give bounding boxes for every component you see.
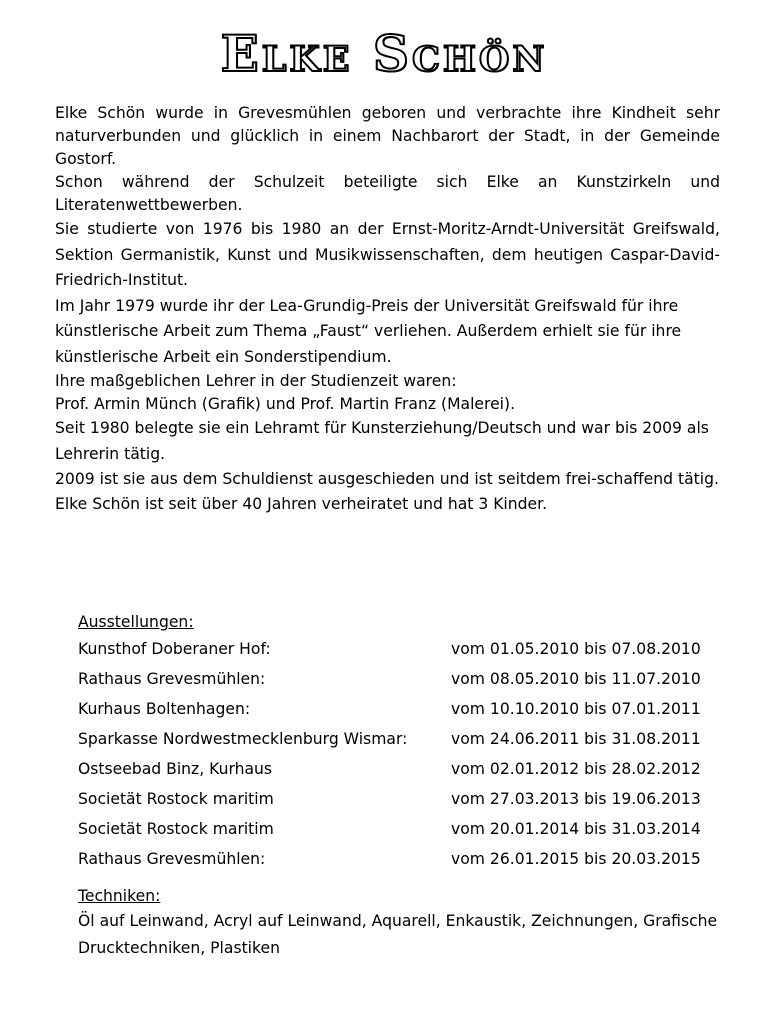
bio-paragraph: Schon während der Schulzeit beteiligte sich Elke an Kunstzirkeln und Literatenwettbewerben. (55, 173, 720, 214)
page-title: Elke Schön (220, 24, 548, 83)
bio-paragraph: 2009 ist sie aus dem Schuldienst ausgeschieden und ist seitdem frei-schaffend tätig. (55, 470, 719, 488)
exhibition-row (78, 754, 718, 784)
biography (55, 102, 720, 516)
exhibition-row (78, 664, 718, 694)
exhibition-row (78, 844, 718, 874)
techniques-heading: Techniken: (78, 887, 161, 905)
exhibition-dates: vom 26.01.2015 bis 20.03.2015 (451, 850, 701, 868)
exhibition-row (78, 784, 718, 814)
exhibition-venue: Societät Rostock maritim (78, 790, 274, 808)
exhibition-dates: vom 20.01.2014 bis 31.03.2014 (451, 820, 701, 838)
bio-paragraph: Seit 1980 belegte sie ein Lehramt für Kunsterziehung/Deutsch und war bis 2009 als Lehrerin tätig. (55, 419, 709, 463)
exhibitions-section (78, 610, 718, 874)
bio-paragraph: Im Jahr 1979 wurde ihr der Lea-Grundig-Preis der Universität Greifswald für ihre künstlerische Arbeit zum Thema „Faust“ verliehen. Außerdem erhielt sie für ihre künstlerische Arbeit ein Sonderstipendium. (55, 296, 682, 366)
bio-paragraph: Prof. Armin Münch (Grafik) und Prof. Martin Franz (Malerei). (55, 395, 516, 413)
exhibition-dates: vom 24.06.2011 bis 31.08.2011 (451, 730, 701, 748)
exhibition-venue: Kunsthof Doberaner Hof: (78, 640, 271, 658)
exhibition-venue: Societät Rostock maritim (78, 820, 274, 838)
exhibition-dates: vom 01.05.2010 bis 07.08.2010 (451, 640, 701, 658)
exhibition-dates: vom 27.03.2013 bis 19.06.2013 (451, 790, 701, 808)
exhibition-dates: vom 10.10.2010 bis 07.01.2011 (451, 700, 701, 718)
techniques-section (78, 884, 718, 962)
exhibition-venue: Rathaus Grevesmühlen: (78, 670, 266, 688)
exhibition-venue: Sparkasse Nordwestmecklenburg Wismar: (78, 730, 408, 748)
exhibition-row (78, 724, 718, 754)
exhibition-dates: vom 08.05.2010 bis 11.07.2010 (451, 670, 701, 688)
exhibition-venue: Rathaus Grevesmühlen: (78, 850, 266, 868)
bio-paragraph: Ihre maßgeblichen Lehrer in der Studienzeit waren: (55, 372, 457, 390)
exhibition-dates: vom 02.01.2012 bis 28.02.2012 (451, 760, 701, 778)
exhibitions-heading: Ausstellungen: (78, 613, 194, 631)
exhibition-row (78, 814, 718, 844)
bio-paragraph: Sie studierte von 1976 bis 1980 an der Ernst-Moritz-Arndt-Universität Greifswald, Sektion Germanistik, Kunst und Musikwissenschaften, dem heutigen Caspar-David-Friedrich-Institut. (55, 220, 720, 289)
exhibition-row (78, 634, 718, 664)
exhibition-venue: Ostseebad Binz, Kurhaus (78, 760, 273, 778)
exhibition-row (78, 694, 718, 724)
techniques-text: Öl auf Leinwand, Acryl auf Leinwand, Aquarell, Enkaustik, Zeichnungen, Grafische Drucktechniken, Plastiken (78, 912, 718, 957)
bio-paragraph: Elke Schön wurde in Grevesmühlen geboren und verbrachte ihre Kindheit sehr naturverbunden und glücklich in einem Nachbarort der Stadt, in der Gemeinde Gostorf. (55, 104, 720, 168)
bio-paragraph: Elke Schön ist seit über 40 Jahren verheiratet und hat 3 Kinder. (55, 494, 548, 513)
exhibition-venue: Kurhaus Boltenhagen: (78, 700, 251, 718)
